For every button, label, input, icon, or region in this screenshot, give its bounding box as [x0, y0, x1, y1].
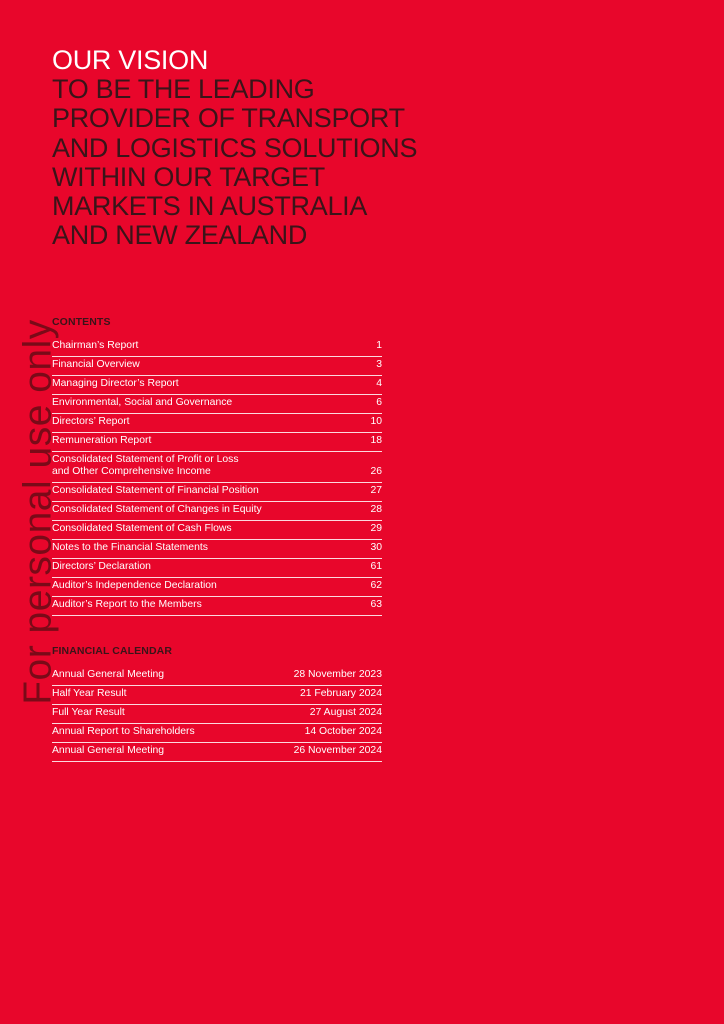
toc-item-label: Chairman’s Report [52, 340, 139, 351]
toc-item-page: 4 [376, 378, 382, 389]
vision-line: WITHIN OUR TARGET [52, 161, 325, 192]
toc-item[interactable] [52, 559, 382, 578]
toc-item[interactable] [52, 521, 382, 540]
toc-item-page: 18 [370, 435, 382, 446]
calendar-date: 26 November 2024 [293, 745, 382, 756]
toc-item[interactable] [52, 502, 382, 521]
toc-item-page: 62 [370, 580, 382, 591]
toc-item-label: Notes to the Financial Statements [52, 542, 208, 553]
calendar-item [52, 705, 382, 724]
toc-item[interactable] [52, 376, 382, 395]
toc-item-label: Auditor’s Independence Declaration [52, 580, 217, 591]
toc-item-page: 26 [370, 466, 382, 477]
toc-item-label [52, 454, 247, 478]
toc-item[interactable] [52, 452, 382, 483]
calendar-event: Annual Report to Shareholders [52, 726, 195, 737]
toc-item-label-line: Consolidated Statement of Profit or Loss [52, 454, 239, 465]
vision-line: TO BE THE LEADING [52, 74, 315, 105]
vision-block [52, 46, 492, 250]
calendar-date: 14 October 2024 [304, 726, 382, 737]
toc-item-label: Consolidated Statement of Cash Flows [52, 523, 232, 534]
toc-item-page: 61 [370, 561, 382, 572]
watermark-text: For personal use only [16, 319, 60, 705]
toc-item[interactable] [52, 338, 382, 357]
calendar-event: Annual General Meeting [52, 669, 165, 680]
vision-line: AND LOGISTICS SOLUTIONS [52, 132, 418, 163]
toc-item[interactable] [52, 578, 382, 597]
toc-item-label: Financial Overview [52, 359, 140, 370]
toc-item-label: Environmental, Social and Governance [52, 397, 233, 408]
toc-item[interactable] [52, 414, 382, 433]
toc-item-page: 3 [376, 359, 382, 370]
vision-line: MARKETS IN AUSTRALIA [52, 191, 368, 222]
calendar-title: FINANCIAL CALENDAR [52, 645, 173, 657]
calendar-date: 28 November 2023 [293, 669, 382, 680]
calendar-date: 21 February 2024 [299, 688, 382, 699]
contents-section [52, 316, 382, 616]
toc-item-label: Consolidated Statement of Changes in Equity [52, 504, 262, 515]
toc-item-page: 63 [370, 599, 382, 610]
vision-kicker: OUR VISION [52, 45, 209, 75]
vision-line: AND NEW ZEALAND [52, 220, 308, 251]
contents-title: CONTENTS [52, 316, 111, 328]
toc-item-page: 29 [370, 523, 382, 534]
calendar-item [52, 724, 382, 743]
contents-list [52, 338, 382, 616]
toc-item-label: Managing Director’s Report [52, 378, 179, 389]
calendar-event: Full Year Result [52, 707, 125, 718]
calendar-item [52, 743, 382, 762]
toc-item-label: Consolidated Statement of Financial Position [52, 485, 259, 496]
toc-item-page: 27 [370, 485, 382, 496]
toc-item[interactable] [52, 483, 382, 502]
calendar-date: 27 August 2024 [309, 707, 382, 718]
toc-item-label-line: and Other Comprehensive Income [52, 466, 211, 477]
calendar-list [52, 667, 382, 762]
calendar-item [52, 686, 382, 705]
financial-calendar-section [52, 645, 382, 762]
toc-item-label: Directors’ Report [52, 416, 130, 427]
toc-item-label: Directors’ Declaration [52, 561, 151, 572]
vision-line: PROVIDER OF TRANSPORT [52, 103, 405, 134]
toc-item[interactable] [52, 433, 382, 452]
toc-item[interactable] [52, 597, 382, 616]
calendar-event: Half Year Result [52, 688, 127, 699]
toc-item[interactable] [52, 357, 382, 376]
calendar-item [52, 667, 382, 686]
toc-item-page: 1 [376, 340, 382, 351]
vision-statement [52, 75, 492, 250]
toc-item-label: Remuneration Report [52, 435, 152, 446]
calendar-event: Annual General Meeting [52, 745, 165, 756]
toc-item-page: 28 [370, 504, 382, 515]
toc-item-page: 10 [370, 416, 382, 427]
toc-item-page: 30 [370, 542, 382, 553]
toc-item-page: 6 [376, 397, 382, 408]
toc-item[interactable] [52, 395, 382, 414]
toc-item[interactable] [52, 540, 382, 559]
toc-item-label: Auditor’s Report to the Members [52, 599, 202, 610]
